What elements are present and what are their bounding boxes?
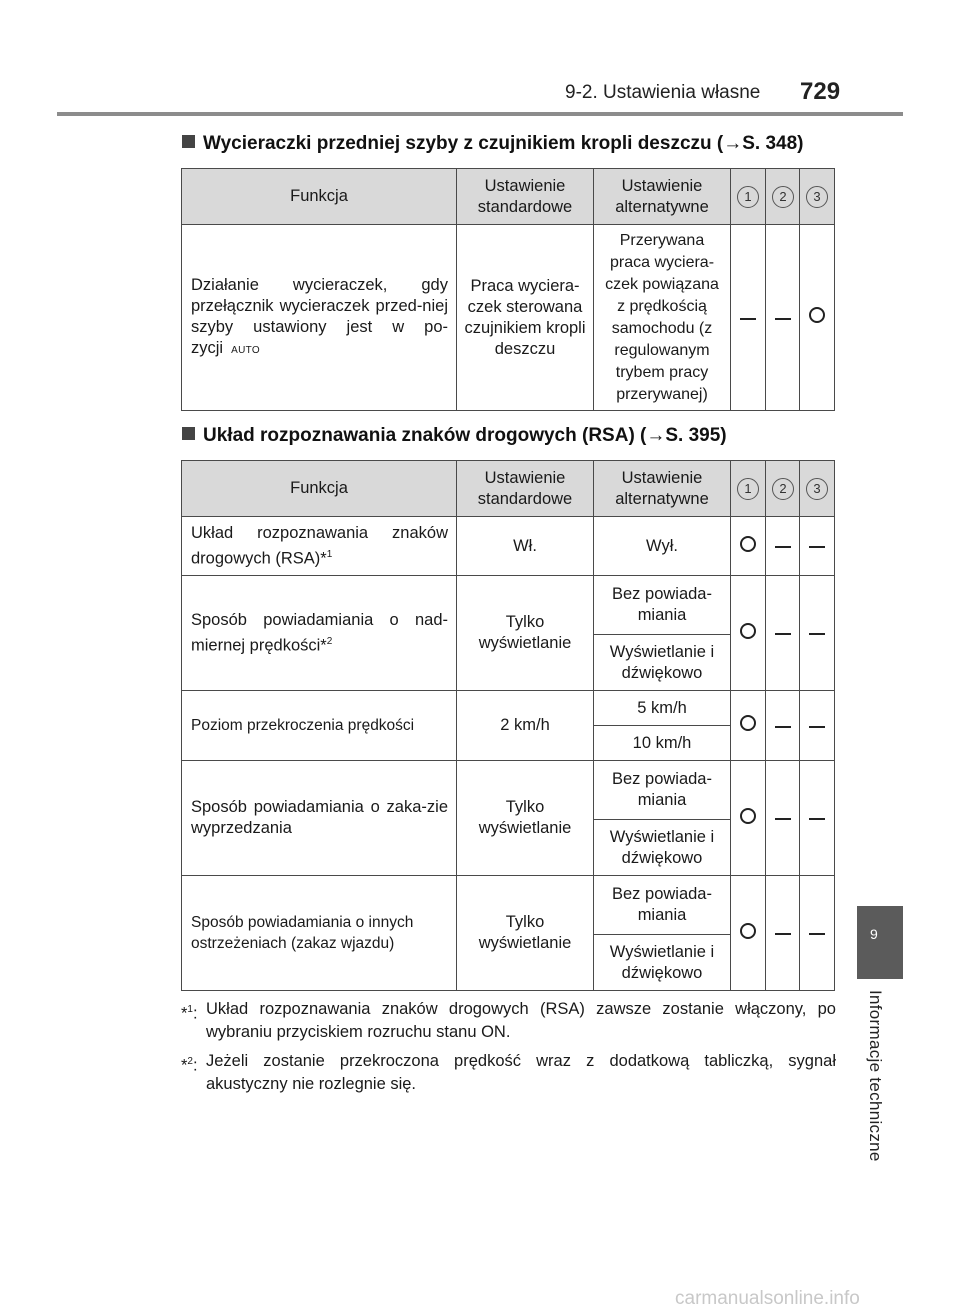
alternative-cell: Wyświetlanie i dźwiękowo (594, 935, 731, 991)
footnote-text: Jeżeli zostanie przekroczona prędkość wraz z dodatkową tabliczką, sygnał akustyczny nie rozlegnie się. (206, 1052, 836, 1093)
circled-2-icon: 2 (772, 478, 794, 500)
circle-mark-icon (740, 715, 756, 731)
page-number: 729 (800, 78, 841, 105)
circle-mark-icon (740, 808, 756, 824)
footnote-marker: *$^1$: (181, 1004, 198, 1023)
mark-cell-1 (731, 517, 766, 576)
mark-cell-2 (766, 761, 800, 876)
mark-cell-3 (800, 225, 835, 411)
footnote-ref: 1 (326, 548, 333, 560)
circle-mark-icon (809, 307, 825, 323)
alternative-cell: Bez powiada-miania (594, 876, 731, 935)
footnote-marker: *$^2$: (181, 1056, 198, 1075)
table-header-row (182, 169, 835, 225)
square-bullet-icon (182, 427, 195, 440)
watermark: carmanualsonline.info (675, 1288, 860, 1309)
dash-icon (775, 933, 791, 935)
alternative-cell: Wył. (594, 517, 731, 576)
header-function: Funkcja (182, 461, 457, 517)
footnote-text: Układ rozpoznawania znaków drogowych (RSA) zawsze zostanie włączony, po wybraniu przyciskiem rozruchu stanu ON. (206, 1000, 836, 1041)
circled-1-icon: 1 (737, 478, 759, 500)
chapter-tab-label: Informacje techniczne (866, 990, 885, 1162)
table-row (182, 517, 835, 576)
circled-3-icon: 3 (806, 478, 828, 500)
default-cell: Praca wyciera-czek sterowana czujnikiem kropli deszczu (457, 225, 594, 411)
dash-icon (809, 933, 825, 935)
circled-1-icon: 1 (737, 186, 759, 208)
section-title-rsa (182, 425, 727, 447)
header-alternative: Ustawienie alternatywne (594, 169, 731, 225)
page-ref-link[interactable]: S. 348) (742, 133, 804, 154)
default-cell: Tylko wyświetlanie (457, 876, 594, 991)
section-title-text: Wycieraczki przedniej szyby z czujnikiem kropli deszczu ( (203, 133, 724, 154)
header-col-1 (731, 461, 766, 517)
table-header-row (182, 461, 835, 517)
circled-2-icon: 2 (772, 186, 794, 208)
arrow-icon: → (646, 425, 666, 446)
function-cell (182, 517, 457, 576)
dash-icon (809, 818, 825, 820)
table-row (182, 691, 835, 726)
mark-cell-2 (766, 876, 800, 991)
dash-icon (809, 546, 825, 548)
header-col-3 (800, 169, 835, 225)
mark-cell-1 (731, 761, 766, 876)
circle-mark-icon (740, 923, 756, 939)
alternative-cell: 5 km/h (594, 691, 731, 726)
circle-mark-icon (740, 623, 756, 639)
circle-mark-icon (740, 536, 756, 552)
dash-icon (740, 318, 756, 320)
header-col-1 (731, 169, 766, 225)
mark-cell-3 (800, 576, 835, 691)
dash-icon (809, 633, 825, 635)
chapter-tab (857, 906, 903, 979)
mark-cell-2 (766, 517, 800, 576)
function-cell: Poziom przekroczenia prędkości (182, 691, 457, 761)
footnote-ref: 2 (326, 635, 333, 647)
header-col-2 (766, 169, 800, 225)
function-cell: Sposób powiadamiania o innych ostrzeżeniach (zakaz wjazdu) (182, 876, 457, 991)
alternative-cell: Przerywana praca wyciera-czek powiązana z prędkością samochodu (z regulowanym trybem pracy przerywanej) (594, 225, 731, 411)
mark-cell-1 (731, 576, 766, 691)
mark-cell-3 (800, 876, 835, 991)
function-text: Działanie wycieraczek, gdy przełącznik wycieraczek przed-niej szyby ustawiony jest w po-zycji (191, 275, 448, 357)
header-function: Funkcja (182, 169, 457, 225)
alternative-cell: Wyświetlanie i dźwiękowo (594, 820, 731, 876)
footnote-1 (181, 998, 836, 1044)
section-title-wipers (182, 133, 803, 155)
mark-cell-1 (731, 691, 766, 761)
dash-icon (809, 726, 825, 728)
mark-cell-3 (800, 691, 835, 761)
dash-icon (775, 818, 791, 820)
mark-cell-2 (766, 691, 800, 761)
alternative-cell: Bez powiada-miania (594, 576, 731, 635)
page-ref-link[interactable]: S. 395) (665, 425, 727, 446)
dash-icon (775, 318, 791, 320)
dash-icon (775, 633, 791, 635)
mark-cell-1 (731, 876, 766, 991)
alternative-cell: Wyświetlanie i dźwiękowo (594, 635, 731, 691)
mark-cell-2 (766, 576, 800, 691)
rsa-settings-table (181, 460, 835, 991)
table-row (182, 225, 835, 411)
header-alternative: Ustawienie alternatywne (594, 461, 731, 517)
function-cell (182, 225, 457, 411)
default-cell: Tylko wyświetlanie (457, 761, 594, 876)
footnote-2 (181, 1050, 836, 1096)
chapter-tab-number: 9 (870, 926, 878, 942)
header-rule (57, 112, 903, 116)
default-cell: Wł. (457, 517, 594, 576)
default-cell: Tylko wyświetlanie (457, 576, 594, 691)
wiper-settings-table (181, 168, 835, 411)
header-default: Ustawienie standardowe (457, 461, 594, 517)
table-row (182, 761, 835, 820)
mark-cell-2 (766, 225, 800, 411)
alternative-cell: 10 km/h (594, 726, 731, 761)
mark-cell-1 (731, 225, 766, 411)
auto-badge-icon: AUTO (231, 344, 260, 356)
header-default: Ustawienie standardowe (457, 169, 594, 225)
table-row (182, 576, 835, 635)
dash-icon (775, 546, 791, 548)
mark-cell-3 (800, 517, 835, 576)
function-text: Układ rozpoznawania znaków drogowych (RSA)* (191, 523, 448, 568)
square-bullet-icon (182, 135, 195, 148)
arrow-icon: → (723, 133, 743, 154)
mark-cell-3 (800, 761, 835, 876)
table-row (182, 876, 835, 935)
alternative-cell: Bez powiada-miania (594, 761, 731, 820)
dash-icon (775, 726, 791, 728)
function-cell (182, 576, 457, 691)
header-col-2 (766, 461, 800, 517)
circled-3-icon: 3 (806, 186, 828, 208)
default-cell: 2 km/h (457, 691, 594, 761)
function-cell: Sposób powiadamiania o zaka-zie wyprzedzania (182, 761, 457, 876)
section-title-text: Układ rozpoznawania znaków drogowych (RSA) ( (203, 425, 647, 446)
function-text: Sposób powiadamiania o nad-miernej prędkości* (191, 610, 448, 655)
chapter-title: 9-2. Ustawienia własne (565, 82, 761, 103)
header-col-3 (800, 461, 835, 517)
